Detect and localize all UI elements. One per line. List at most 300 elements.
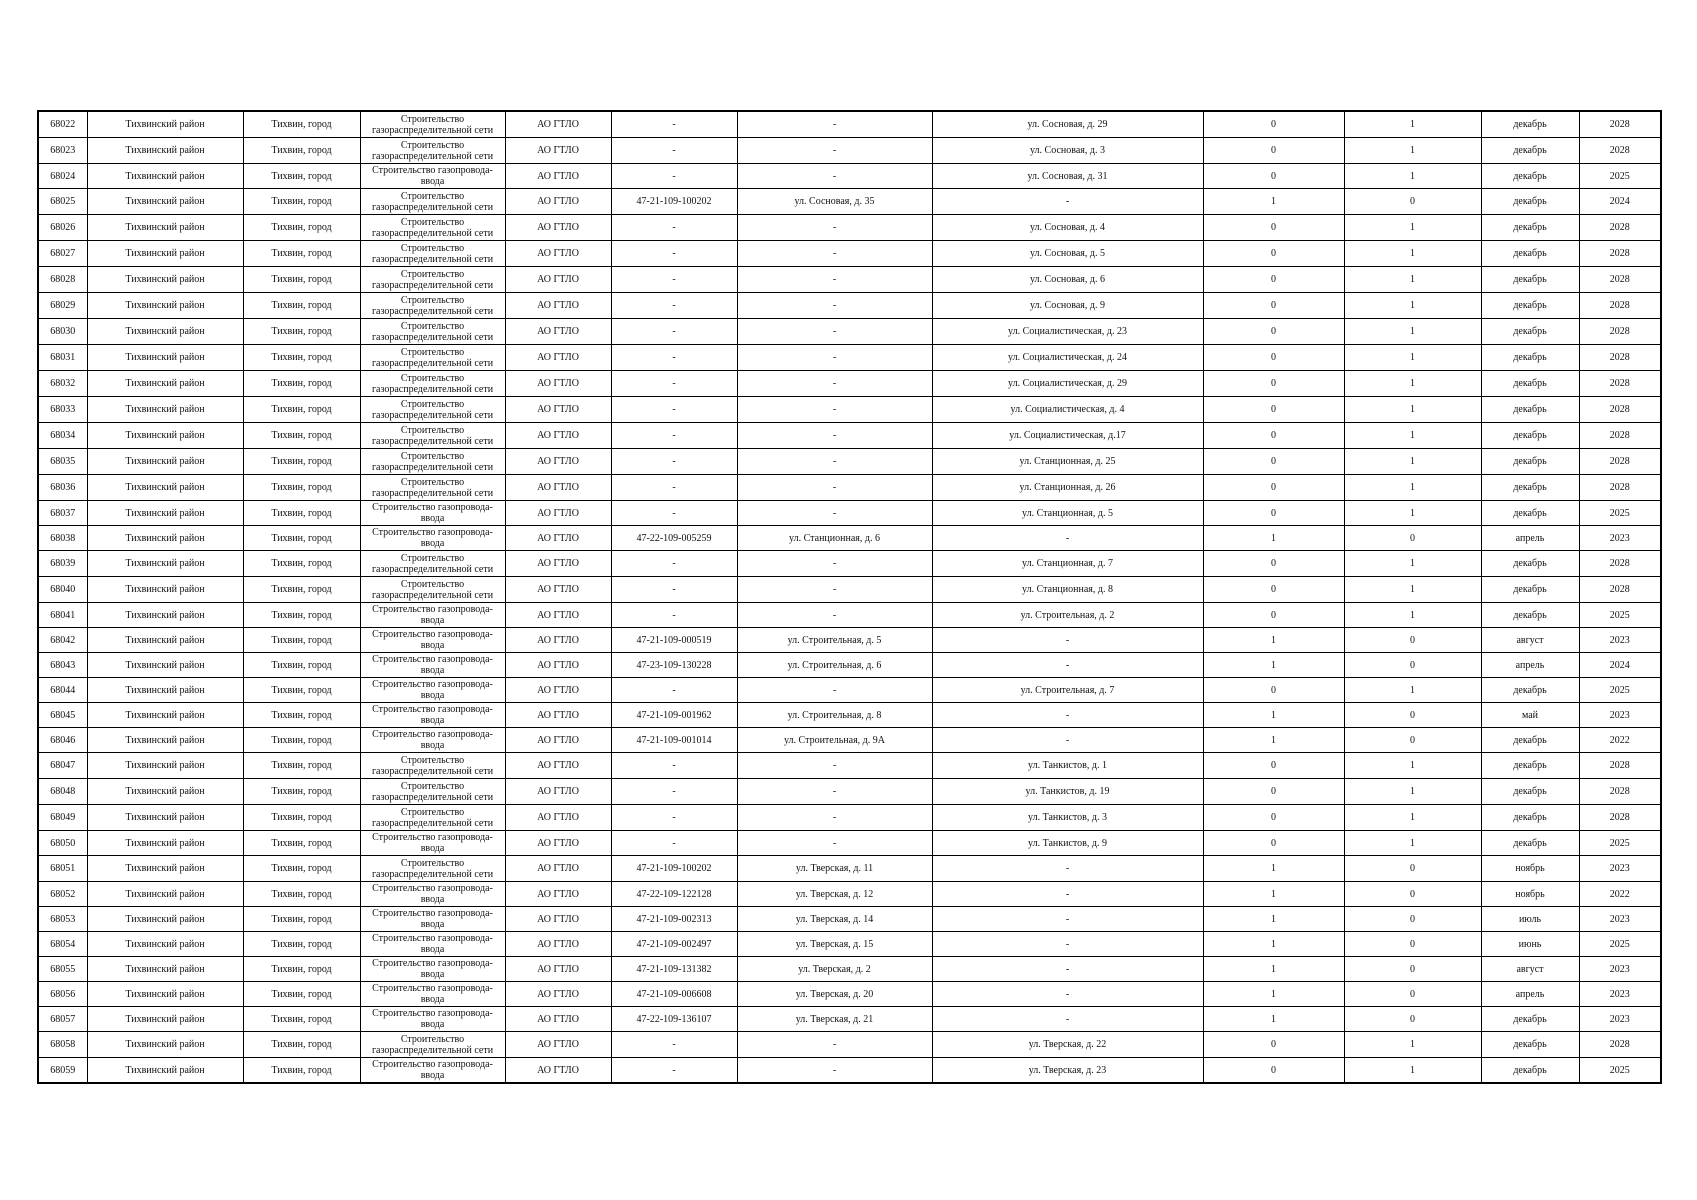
cell-settlement: Тихвин, город [243, 189, 360, 215]
cell-flag-existing: 0 [1203, 603, 1344, 628]
cell-flag-existing: 0 [1203, 831, 1344, 856]
cell-planned-address: ул. Сосновая, д. 3 [932, 138, 1203, 164]
cell-organization: АО ГТЛО [505, 907, 611, 932]
cell-month: декабрь [1481, 293, 1579, 319]
cell-flag-planned: 0 [1344, 189, 1481, 215]
cell-object-address: - [737, 779, 932, 805]
cell-organization: АО ГТЛО [505, 501, 611, 526]
cell-month: декабрь [1481, 1032, 1579, 1058]
cell-cadastral-number: - [611, 241, 737, 267]
cell-planned-address: ул. Станционная, д. 26 [932, 475, 1203, 501]
cell-district: Тихвинский район [87, 577, 243, 603]
cell-year: 2028 [1579, 111, 1661, 138]
cell-planned-address: ул. Танкистов, д. 1 [932, 753, 1203, 779]
cell-planned-address: ул. Социалистическая, д. 4 [932, 397, 1203, 423]
cell-month: декабрь [1481, 138, 1579, 164]
table-row [38, 164, 1661, 189]
cell-work-type: Строительство газопровода-ввода [360, 831, 505, 856]
cell-settlement: Тихвин, город [243, 628, 360, 653]
cell-object-address: - [737, 138, 932, 164]
table-row [38, 753, 1661, 779]
cell-flag-existing: 0 [1203, 1032, 1344, 1058]
cell-work-type: Строительство газопровода-ввода [360, 164, 505, 189]
cell-planned-address: - [932, 982, 1203, 1007]
cell-year: 2023 [1579, 907, 1661, 932]
cell-object-address: - [737, 397, 932, 423]
cell-planned-address: ул. Сосновая, д. 5 [932, 241, 1203, 267]
cell-flag-planned: 1 [1344, 779, 1481, 805]
cell-district: Тихвинский район [87, 551, 243, 577]
cell-id: 68036 [38, 475, 87, 501]
cell-cadastral-number: - [611, 678, 737, 703]
cell-flag-planned: 1 [1344, 138, 1481, 164]
cell-organization: АО ГТЛО [505, 111, 611, 138]
cell-object-address: ул. Тверская, д. 20 [737, 982, 932, 1007]
cell-flag-existing: 0 [1203, 753, 1344, 779]
cell-organization: АО ГТЛО [505, 371, 611, 397]
cell-work-type: Строительство газопровода-ввода [360, 882, 505, 907]
cell-settlement: Тихвин, город [243, 982, 360, 1007]
cell-cadastral-number: - [611, 551, 737, 577]
cell-id: 68034 [38, 423, 87, 449]
cell-district: Тихвинский район [87, 397, 243, 423]
cell-flag-planned: 1 [1344, 805, 1481, 831]
cell-id: 68025 [38, 189, 87, 215]
cell-planned-address: ул. Станционная, д. 25 [932, 449, 1203, 475]
cell-year: 2025 [1579, 831, 1661, 856]
cell-district: Тихвинский район [87, 831, 243, 856]
cell-planned-address: ул. Станционная, д. 5 [932, 501, 1203, 526]
cell-year: 2028 [1579, 371, 1661, 397]
data-table [37, 110, 1662, 1084]
cell-year: 2023 [1579, 628, 1661, 653]
cell-organization: АО ГТЛО [505, 753, 611, 779]
cell-work-type: Строительство газораспределительной сети [360, 475, 505, 501]
cell-organization: АО ГТЛО [505, 551, 611, 577]
cell-object-address: - [737, 345, 932, 371]
cell-year: 2023 [1579, 703, 1661, 728]
cell-month: декабрь [1481, 189, 1579, 215]
table-row [38, 703, 1661, 728]
table-row [38, 551, 1661, 577]
cell-flag-planned: 0 [1344, 882, 1481, 907]
cell-month: декабрь [1481, 449, 1579, 475]
cell-work-type: Строительство газораспределительной сети [360, 856, 505, 882]
document-sheet [37, 110, 1662, 1084]
cell-flag-existing: 0 [1203, 501, 1344, 526]
table-row [38, 319, 1661, 345]
cell-cadastral-number: - [611, 1058, 737, 1084]
cell-object-address: - [737, 551, 932, 577]
cell-district: Тихвинский район [87, 1007, 243, 1032]
cell-flag-existing: 1 [1203, 1007, 1344, 1032]
cell-district: Тихвинский район [87, 653, 243, 678]
cell-object-address: ул. Строительная, д. 6 [737, 653, 932, 678]
table-row [38, 678, 1661, 703]
cell-year: 2025 [1579, 678, 1661, 703]
cell-month: апрель [1481, 653, 1579, 678]
cell-district: Тихвинский район [87, 345, 243, 371]
table-row [38, 1032, 1661, 1058]
cell-object-address: - [737, 577, 932, 603]
cell-flag-planned: 1 [1344, 293, 1481, 319]
cell-id: 68043 [38, 653, 87, 678]
cell-object-address: - [737, 678, 932, 703]
cell-year: 2028 [1579, 449, 1661, 475]
cell-id: 68041 [38, 603, 87, 628]
cell-flag-existing: 0 [1203, 164, 1344, 189]
cell-id: 68045 [38, 703, 87, 728]
cell-cadastral-number: 47-22-109-122128 [611, 882, 737, 907]
cell-object-address: - [737, 475, 932, 501]
cell-cadastral-number: 47-21-109-100202 [611, 189, 737, 215]
cell-year: 2025 [1579, 501, 1661, 526]
cell-planned-address: ул. Строительная, д. 7 [932, 678, 1203, 703]
cell-work-type: Строительство газораспределительной сети [360, 449, 505, 475]
cell-cadastral-number: 47-23-109-130228 [611, 653, 737, 678]
cell-year: 2028 [1579, 423, 1661, 449]
cell-flag-existing: 1 [1203, 982, 1344, 1007]
cell-year: 2028 [1579, 267, 1661, 293]
cell-id: 68026 [38, 215, 87, 241]
cell-cadastral-number: 47-22-109-005259 [611, 526, 737, 551]
cell-district: Тихвинский район [87, 1032, 243, 1058]
cell-organization: АО ГТЛО [505, 1032, 611, 1058]
cell-cadastral-number: - [611, 111, 737, 138]
cell-id: 68038 [38, 526, 87, 551]
cell-object-address: - [737, 1032, 932, 1058]
cell-flag-planned: 0 [1344, 703, 1481, 728]
cell-month: апрель [1481, 982, 1579, 1007]
table-row [38, 1007, 1661, 1032]
cell-month: декабрь [1481, 215, 1579, 241]
table-row [38, 957, 1661, 982]
cell-id: 68047 [38, 753, 87, 779]
cell-month: декабрь [1481, 475, 1579, 501]
cell-settlement: Тихвин, город [243, 345, 360, 371]
cell-id: 68040 [38, 577, 87, 603]
cell-work-type: Строительство газораспределительной сети [360, 189, 505, 215]
cell-object-address: - [737, 501, 932, 526]
cell-planned-address: ул. Танкистов, д. 9 [932, 831, 1203, 856]
table-row [38, 907, 1661, 932]
cell-object-address: ул. Тверская, д. 2 [737, 957, 932, 982]
cell-flag-existing: 0 [1203, 397, 1344, 423]
cell-planned-address: ул. Станционная, д. 8 [932, 577, 1203, 603]
cell-planned-address: ул. Сосновая, д. 6 [932, 267, 1203, 293]
cell-cadastral-number: - [611, 345, 737, 371]
table-row [38, 449, 1661, 475]
cell-id: 68044 [38, 678, 87, 703]
cell-flag-planned: 0 [1344, 856, 1481, 882]
cell-id: 68030 [38, 319, 87, 345]
cell-organization: АО ГТЛО [505, 703, 611, 728]
cell-settlement: Тихвин, город [243, 241, 360, 267]
cell-organization: АО ГТЛО [505, 267, 611, 293]
cell-year: 2028 [1579, 397, 1661, 423]
cell-work-type: Строительство газопровода-ввода [360, 957, 505, 982]
cell-flag-existing: 1 [1203, 932, 1344, 957]
cell-work-type: Строительство газопровода-ввода [360, 628, 505, 653]
cell-flag-existing: 0 [1203, 805, 1344, 831]
cell-year: 2028 [1579, 241, 1661, 267]
cell-work-type: Строительство газопровода-ввода [360, 703, 505, 728]
cell-organization: АО ГТЛО [505, 577, 611, 603]
cell-year: 2024 [1579, 653, 1661, 678]
cell-flag-planned: 1 [1344, 449, 1481, 475]
cell-cadastral-number: - [611, 779, 737, 805]
cell-district: Тихвинский район [87, 753, 243, 779]
table-row [38, 189, 1661, 215]
cell-planned-address: ул. Социалистическая, д. 23 [932, 319, 1203, 345]
cell-work-type: Строительство газораспределительной сети [360, 423, 505, 449]
table-row [38, 345, 1661, 371]
table-row [38, 397, 1661, 423]
cell-flag-planned: 0 [1344, 728, 1481, 753]
cell-id: 68039 [38, 551, 87, 577]
cell-flag-existing: 1 [1203, 856, 1344, 882]
cell-planned-address: ул. Строительная, д. 2 [932, 603, 1203, 628]
cell-cadastral-number: 47-21-109-001962 [611, 703, 737, 728]
cell-month: ноябрь [1481, 856, 1579, 882]
cell-flag-existing: 0 [1203, 678, 1344, 703]
cell-organization: АО ГТЛО [505, 526, 611, 551]
cell-settlement: Тихвин, город [243, 728, 360, 753]
cell-flag-planned: 1 [1344, 475, 1481, 501]
cell-month: декабрь [1481, 1058, 1579, 1084]
cell-district: Тихвинский район [87, 703, 243, 728]
cell-flag-existing: 0 [1203, 371, 1344, 397]
cell-planned-address: - [932, 957, 1203, 982]
cell-year: 2028 [1579, 345, 1661, 371]
cell-month: декабрь [1481, 1007, 1579, 1032]
cell-organization: АО ГТЛО [505, 805, 611, 831]
cell-settlement: Тихвин, город [243, 805, 360, 831]
cell-id: 68035 [38, 449, 87, 475]
cell-district: Тихвинский район [87, 907, 243, 932]
cell-object-address: ул. Строительная, д. 8 [737, 703, 932, 728]
cell-id: 68052 [38, 882, 87, 907]
cell-organization: АО ГТЛО [505, 1058, 611, 1084]
cell-year: 2028 [1579, 319, 1661, 345]
cell-work-type: Строительство газораспределительной сети [360, 779, 505, 805]
cell-cadastral-number: - [611, 475, 737, 501]
cell-month: декабрь [1481, 267, 1579, 293]
cell-year: 2028 [1579, 215, 1661, 241]
cell-id: 68028 [38, 267, 87, 293]
cell-month: декабрь [1481, 345, 1579, 371]
cell-settlement: Тихвин, город [243, 501, 360, 526]
cell-work-type: Строительство газораспределительной сети [360, 753, 505, 779]
cell-planned-address: ул. Сосновая, д. 31 [932, 164, 1203, 189]
cell-id: 68029 [38, 293, 87, 319]
cell-id: 68031 [38, 345, 87, 371]
cell-object-address: ул. Тверская, д. 14 [737, 907, 932, 932]
cell-year: 2028 [1579, 293, 1661, 319]
cell-flag-planned: 1 [1344, 831, 1481, 856]
cell-flag-existing: 0 [1203, 138, 1344, 164]
cell-planned-address: - [932, 728, 1203, 753]
cell-planned-address: - [932, 628, 1203, 653]
cell-planned-address: ул. Сосновая, д. 4 [932, 215, 1203, 241]
cell-id: 68024 [38, 164, 87, 189]
cell-district: Тихвинский район [87, 1058, 243, 1084]
cell-planned-address: ул. Танкистов, д. 19 [932, 779, 1203, 805]
cell-district: Тихвинский район [87, 267, 243, 293]
cell-settlement: Тихвин, город [243, 267, 360, 293]
table-row [38, 805, 1661, 831]
cell-object-address: ул. Сосновая, д. 35 [737, 189, 932, 215]
cell-month: декабрь [1481, 831, 1579, 856]
cell-organization: АО ГТЛО [505, 603, 611, 628]
table-row [38, 241, 1661, 267]
cell-settlement: Тихвин, город [243, 577, 360, 603]
cell-district: Тихвинский район [87, 371, 243, 397]
cell-month: декабрь [1481, 678, 1579, 703]
cell-work-type: Строительство газораспределительной сети [360, 397, 505, 423]
cell-settlement: Тихвин, город [243, 449, 360, 475]
cell-id: 68023 [38, 138, 87, 164]
cell-flag-existing: 0 [1203, 779, 1344, 805]
cell-district: Тихвинский район [87, 138, 243, 164]
cell-settlement: Тихвин, город [243, 957, 360, 982]
cell-object-address: ул. Строительная, д. 9А [737, 728, 932, 753]
cell-flag-planned: 1 [1344, 397, 1481, 423]
cell-month: декабрь [1481, 577, 1579, 603]
cell-district: Тихвинский район [87, 293, 243, 319]
cell-settlement: Тихвин, город [243, 551, 360, 577]
cell-flag-planned: 1 [1344, 164, 1481, 189]
cell-object-address: - [737, 1058, 932, 1084]
cell-flag-existing: 0 [1203, 111, 1344, 138]
cell-organization: АО ГТЛО [505, 449, 611, 475]
cell-id: 68048 [38, 779, 87, 805]
cell-district: Тихвинский район [87, 805, 243, 831]
cell-settlement: Тихвин, город [243, 678, 360, 703]
cell-settlement: Тихвин, город [243, 1032, 360, 1058]
cell-flag-existing: 0 [1203, 1058, 1344, 1084]
cell-planned-address: ул. Станционная, д. 7 [932, 551, 1203, 577]
cell-month: декабрь [1481, 164, 1579, 189]
cell-organization: АО ГТЛО [505, 882, 611, 907]
cell-month: декабрь [1481, 111, 1579, 138]
cell-work-type: Строительство газопровода-ввода [360, 1007, 505, 1032]
table-row [38, 831, 1661, 856]
cell-cadastral-number: 47-21-109-002313 [611, 907, 737, 932]
cell-object-address: - [737, 111, 932, 138]
cell-year: 2028 [1579, 475, 1661, 501]
cell-year: 2025 [1579, 932, 1661, 957]
cell-id: 68051 [38, 856, 87, 882]
cell-organization: АО ГТЛО [505, 319, 611, 345]
cell-id: 68046 [38, 728, 87, 753]
cell-settlement: Тихвин, город [243, 397, 360, 423]
cell-object-address: - [737, 293, 932, 319]
cell-district: Тихвинский район [87, 678, 243, 703]
cell-year: 2023 [1579, 856, 1661, 882]
cell-district: Тихвинский район [87, 957, 243, 982]
cell-organization: АО ГТЛО [505, 215, 611, 241]
cell-object-address: - [737, 164, 932, 189]
cell-flag-planned: 0 [1344, 907, 1481, 932]
cell-flag-planned: 0 [1344, 957, 1481, 982]
cell-flag-existing: 1 [1203, 526, 1344, 551]
cell-month: декабрь [1481, 551, 1579, 577]
cell-settlement: Тихвин, город [243, 319, 360, 345]
cell-year: 2023 [1579, 982, 1661, 1007]
cell-id: 68053 [38, 907, 87, 932]
cell-cadastral-number: 47-21-109-100202 [611, 856, 737, 882]
cell-planned-address: ул. Тверская, д. 23 [932, 1058, 1203, 1084]
cell-flag-existing: 1 [1203, 703, 1344, 728]
cell-id: 68050 [38, 831, 87, 856]
cell-month: апрель [1481, 526, 1579, 551]
cell-id: 68057 [38, 1007, 87, 1032]
cell-organization: АО ГТЛО [505, 138, 611, 164]
cell-planned-address: - [932, 526, 1203, 551]
cell-object-address: ул. Станционная, д. 6 [737, 526, 932, 551]
cell-organization: АО ГТЛО [505, 1007, 611, 1032]
table-row [38, 111, 1661, 138]
cell-organization: АО ГТЛО [505, 628, 611, 653]
cell-settlement: Тихвин, город [243, 1058, 360, 1084]
cell-month: ноябрь [1481, 882, 1579, 907]
table-row [38, 603, 1661, 628]
cell-id: 68022 [38, 111, 87, 138]
cell-flag-existing: 0 [1203, 577, 1344, 603]
cell-planned-address: - [932, 1007, 1203, 1032]
cell-settlement: Тихвин, город [243, 423, 360, 449]
cell-object-address: - [737, 831, 932, 856]
cell-cadastral-number: 47-21-109-000519 [611, 628, 737, 653]
cell-work-type: Строительство газораспределительной сети [360, 215, 505, 241]
table-row [38, 267, 1661, 293]
cell-work-type: Строительство газораспределительной сети [360, 345, 505, 371]
cell-month: декабрь [1481, 753, 1579, 779]
cell-flag-planned: 1 [1344, 267, 1481, 293]
cell-month: декабрь [1481, 371, 1579, 397]
cell-district: Тихвинский район [87, 982, 243, 1007]
cell-district: Тихвинский район [87, 501, 243, 526]
cell-organization: АО ГТЛО [505, 831, 611, 856]
cell-flag-existing: 0 [1203, 293, 1344, 319]
table-row [38, 371, 1661, 397]
cell-district: Тихвинский район [87, 111, 243, 138]
cell-work-type: Строительство газопровода-ввода [360, 982, 505, 1007]
cell-flag-planned: 1 [1344, 1058, 1481, 1084]
table-row [38, 293, 1661, 319]
cell-cadastral-number: - [611, 138, 737, 164]
cell-object-address: ул. Тверская, д. 15 [737, 932, 932, 957]
cell-cadastral-number: - [611, 423, 737, 449]
cell-month: декабрь [1481, 241, 1579, 267]
cell-year: 2028 [1579, 138, 1661, 164]
cell-month: декабрь [1481, 779, 1579, 805]
cell-month: август [1481, 957, 1579, 982]
cell-work-type: Строительство газораспределительной сети [360, 319, 505, 345]
cell-planned-address: - [932, 703, 1203, 728]
cell-work-type: Строительство газораспределительной сети [360, 1032, 505, 1058]
cell-cadastral-number: - [611, 371, 737, 397]
cell-year: 2025 [1579, 1058, 1661, 1084]
cell-planned-address: ул. Сосновая, д. 29 [932, 111, 1203, 138]
cell-work-type: Строительство газораспределительной сети [360, 551, 505, 577]
cell-work-type: Строительство газораспределительной сети [360, 111, 505, 138]
cell-flag-planned: 1 [1344, 577, 1481, 603]
cell-cadastral-number: - [611, 449, 737, 475]
cell-flag-existing: 1 [1203, 957, 1344, 982]
cell-object-address: - [737, 603, 932, 628]
